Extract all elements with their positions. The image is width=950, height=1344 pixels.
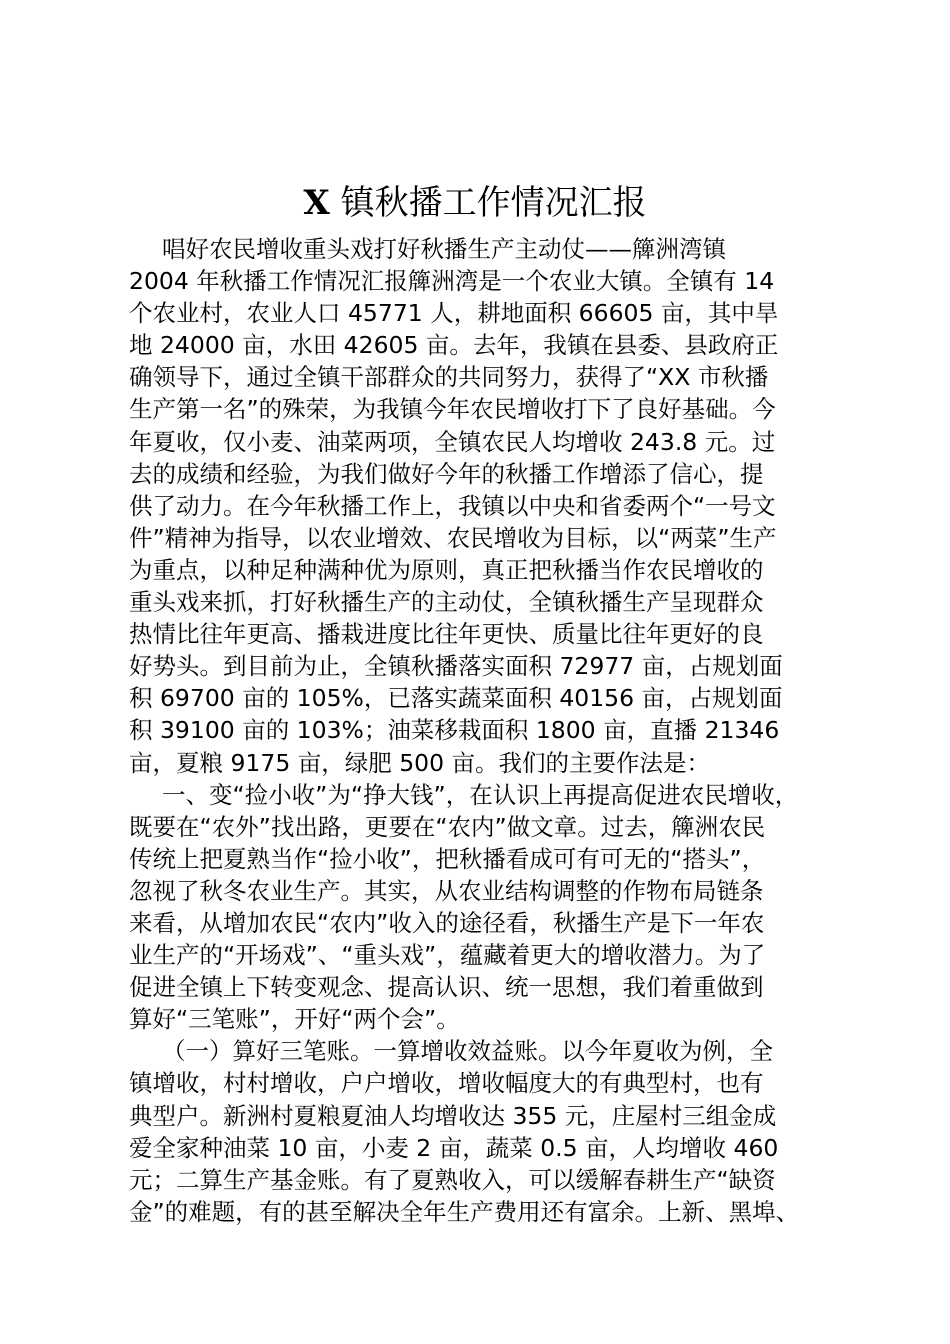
text-line: 既要在“农外”找出路，更要在“农内”做文章。过去，簰洲农民 bbox=[129, 812, 766, 841]
page-title bbox=[0, 180, 950, 226]
text-line: 重头戏来抓，打好秋播生产的主动仗，全镇秋播生产呈现群众 bbox=[129, 588, 764, 617]
text-line: 金”的难题，有的甚至解决全年生产费用还有富余。上新、黑埠、 bbox=[129, 1197, 800, 1226]
text-line: 典型户。新洲村夏粮夏油人均增收达 355 元，庄屋村三组金成 bbox=[129, 1101, 777, 1130]
text-line: 唱好农民增收重头戏打好秋播生产主动仗——簰洲湾镇 bbox=[162, 235, 726, 263]
text-line: 年夏收，仅小麦、油菜两项，全镇农民人均增收 243.8 元。过 bbox=[129, 427, 776, 456]
title-lead: X bbox=[303, 183, 330, 223]
text-line: 积 69700 亩的 105%，已落实蔬菜面积 40156 亩，占规划面 bbox=[129, 684, 783, 713]
text-line: 忽视了秋冬农业生产。其实，从农业结构调整的作物布局链条 bbox=[129, 876, 764, 905]
text-line: （一）算好三笔账。一算增收效益账。以今年夏收为例，全 bbox=[162, 1037, 773, 1066]
body-text bbox=[129, 233, 849, 1228]
text-line: 积 39100 亩的 103%；油菜移栽面积 1800 亩，直播 21346 bbox=[129, 716, 780, 745]
text-line: 确领导下，通过全镇干部群众的共同努力，获得了“XX 市秋播 bbox=[129, 363, 769, 392]
text-line: 爱全家种油菜 10 亩，小麦 2 亩，蔬菜 0.5 亩，人均增收 460 bbox=[129, 1133, 779, 1162]
text-line: 算好“三笔账”，开好“两个会”。 bbox=[129, 1005, 460, 1034]
text-line: 元；二算生产基金账。有了夏熟收入，可以缓解春耕生产“缺资 bbox=[129, 1165, 776, 1194]
text-line: 来看，从增加农民“农内”收入的途径看，秋播生产是下一年农 bbox=[129, 908, 765, 937]
title-rest: 镇秋播工作情况汇报 bbox=[329, 183, 647, 223]
text-line: 好势头。到目前为止，全镇秋播落实面积 72977 亩，占规划面 bbox=[129, 652, 783, 681]
text-line: 促进全镇上下转变观念、提高认识、统一思想，我们着重做到 bbox=[129, 973, 764, 1002]
text-line: 2004 年秋播工作情况汇报簰洲湾是一个农业大镇。全镇有 14 bbox=[129, 267, 775, 296]
text-line: 个农业村，农业人口 45771 人，耕地面积 66605 亩，其中旱 bbox=[129, 299, 779, 328]
text-line: 地 24000 亩，水田 42605 亩。去年，我镇在县委、县政府正 bbox=[129, 331, 779, 360]
text-line: 去的成绩和经验，为我们做好今年的秋播工作增添了信心，提 bbox=[129, 459, 764, 488]
text-line: 传统上把夏熟当作“捡小收”，把秋播看成可有可无的“搭头”， bbox=[129, 844, 766, 873]
text-line: 业生产的“开场戏”、“重头戏”，蕴藏着更大的增收潜力。为了 bbox=[129, 941, 766, 970]
text-line: 供了动力。在今年秋播工作上，我镇以中央和省委两个“一号文 bbox=[129, 491, 776, 520]
text-line: 镇增收，村村增收，户户增收，增收幅度大的有典型村，也有 bbox=[129, 1069, 764, 1098]
text-line: 热情比往年更高、播栽进度比往年更快、质量比往年更好的良 bbox=[129, 620, 764, 649]
text-line: 亩，夏粮 9175 亩，绿肥 500 亩。我们的主要作法是： bbox=[129, 748, 711, 777]
text-line: 件”精神为指导，以农业增效、农民增收为目标，以“两菜”生产 bbox=[129, 523, 777, 552]
text-line: 为重点，以种足种满种优为原则，真正把秋播当作农民增收的 bbox=[129, 555, 764, 584]
text-line: 一、变“捡小收”为“挣大钱”，在认识上再提高促进农民增收， bbox=[162, 780, 799, 809]
text-line: 生产第一名”的殊荣，为我镇今年农民增收打下了良好基础。今 bbox=[129, 395, 776, 424]
